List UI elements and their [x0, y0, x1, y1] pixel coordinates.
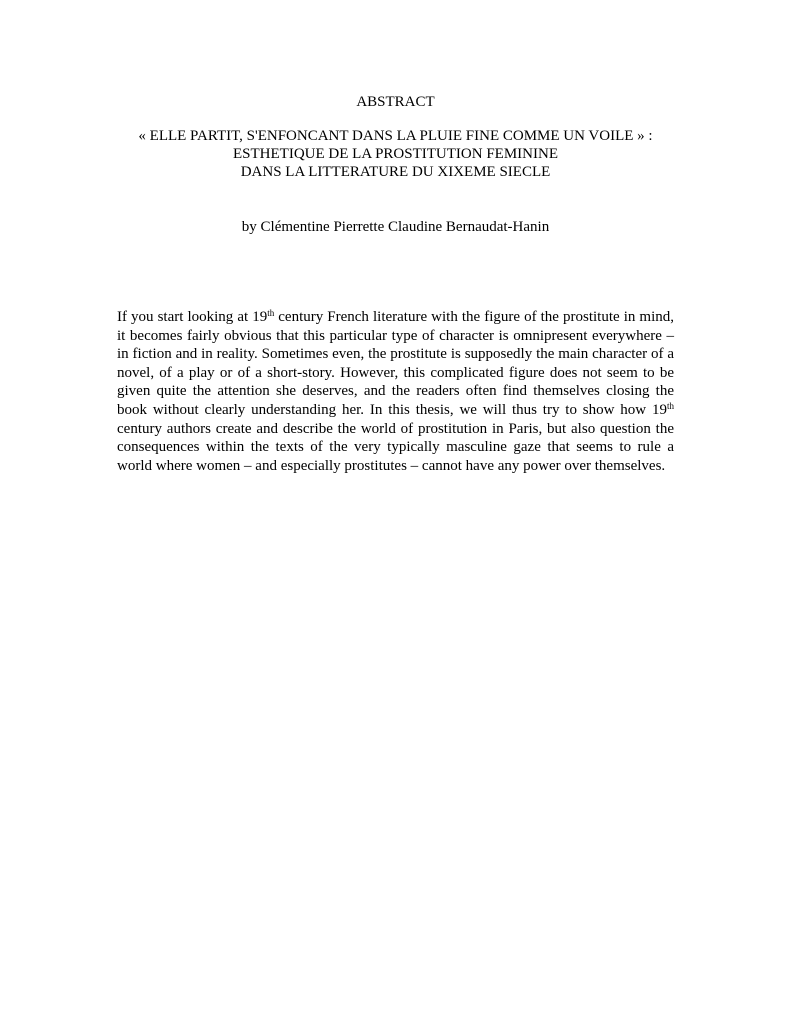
abstract-paragraph: [117, 308, 674, 475]
abstract-text-part-2: century French literature with the figure of the prostitute in mind, it becomes fairly obvious that this particular type of character is omnipresent everywhere – in fiction and in reality. Sometimes even, the prostitute is supposedly the main character of a novel, of a play or of a short-story. However, this complicated figure does not seem to be given quite the attention she deserves, and the readers often find themselves closing the book without clearly understanding her. In this thesis, we will thus try to show how 19: [117, 309, 674, 418]
title-line-1: « ELLE PARTIT, S'ENFONCANT DANS LA PLUIE FINE COMME UN VOILE » :: [138, 128, 653, 144]
abstract-text-part-1: If you start looking at 19: [117, 309, 268, 325]
title-line-2: ESTHETIQUE DE LA PROSTITUTION FEMININE: [233, 146, 558, 162]
abstract-text-part-3: century authors create and describe the world of prostitution in Paris, but also question the consequences within the texts of the very typically masculine gaze that seems to rule a world where women – and especially prostitutes – cannot have any power over themselves.: [117, 420, 674, 474]
thesis-title: [0, 127, 791, 181]
ordinal-suffix-2: th: [666, 400, 674, 411]
abstract-heading: ABSTRACT: [356, 94, 435, 110]
ordinal-suffix-1: th: [267, 308, 275, 318]
author-byline: by Clémentine Pierrette Claudine Bernaudat-Hanin: [241, 219, 550, 235]
title-line-3: DANS LA LITTERATURE DU XIXEME SIECLE: [240, 164, 551, 180]
